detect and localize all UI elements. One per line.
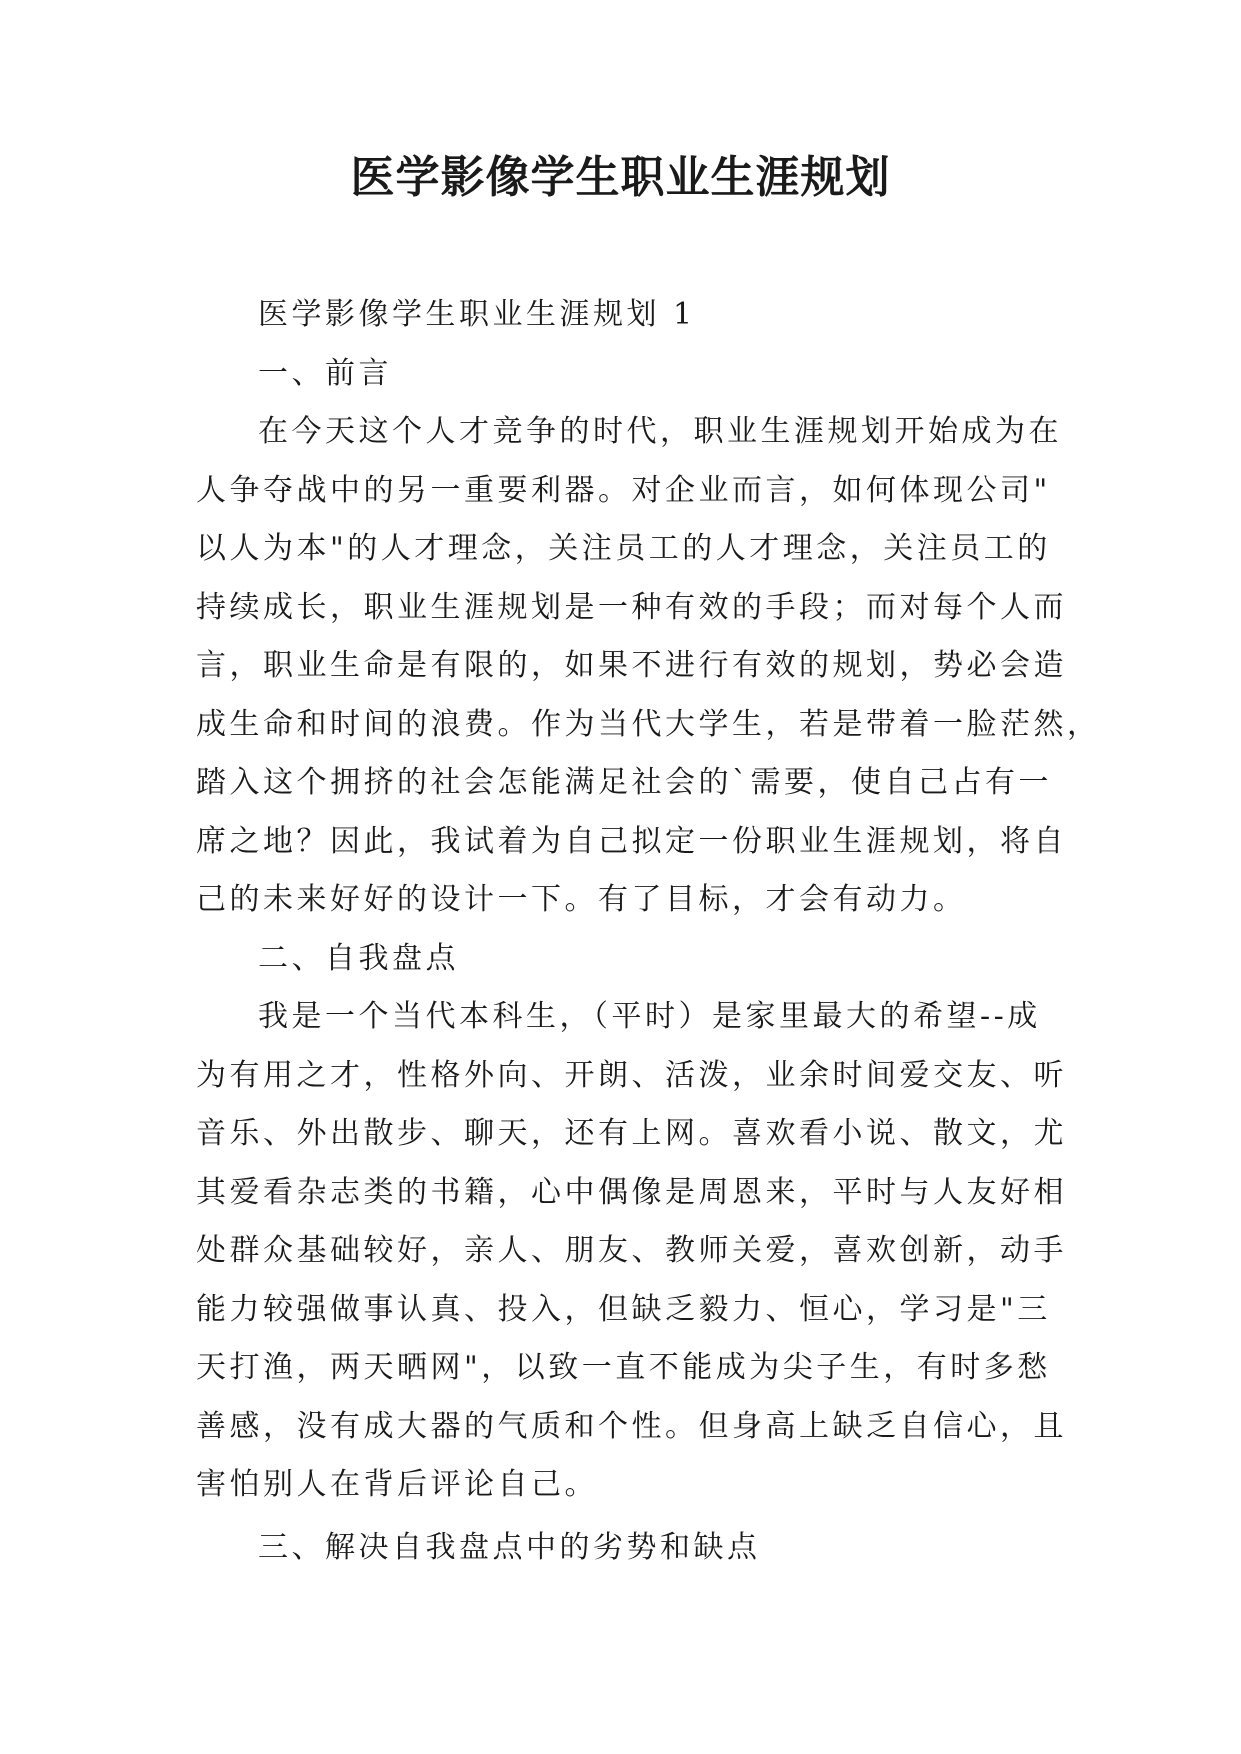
paragraph-line: 人争夺战中的另一重要利器。对企业而言，如何体现公司" [196, 472, 1051, 508]
section-heading-preface: 一、前言 [258, 355, 392, 391]
paragraph-line: 持续成长，职业生涯规划是一种有效的手段；而对每个人而 [196, 589, 1067, 625]
subtitle-line: 医学影像学生职业生涯规划 1 [258, 297, 696, 332]
paragraph-line: 席之地？因此，我试着为自己拟定一份职业生涯规划，将自 [196, 823, 1067, 859]
document-title: 医学影像学生职业生涯规划 [350, 152, 891, 203]
document-body [196, 286, 1101, 1577]
paragraph-line: 处群众基础较好，亲人、朋友、教师关爱，喜欢创新，动手 [196, 1233, 1067, 1268]
paragraph-line: 成生命和时间的浪费。作为当代大学生，若是带着一脸茫然， [196, 706, 1101, 742]
paragraph-line: 为有用之才，性格外向、开朗、活泼，业余时间爱交友、听 [196, 1057, 1067, 1093]
section-heading-self-assessment: 二、自我盘点 [258, 940, 459, 976]
paragraph-line: 害怕别人在背后评论自己。 [196, 1467, 598, 1502]
paragraph-line: 踏入这个拥挤的社会怎能满足社会的`需要，使自己占有一 [196, 765, 1052, 800]
paragraph-line: 己的未来好好的设计一下。有了目标，才会有动力。 [196, 882, 967, 917]
paragraph-line: 我是一个当代本科生，（平时）是家里最大的希望--成 [258, 999, 1041, 1034]
paragraph-line: 言，职业生命是有限的，如果不进行有效的规划，势必会造 [196, 648, 1067, 683]
paragraph-line: 其爱看杂志类的书籍，心中偶像是周恩来，平时与人友好相 [196, 1174, 1067, 1210]
section-heading-weaknesses: 三、解决自我盘点中的劣势和缺点 [258, 1529, 761, 1565]
paragraph-line: 在今天这个人才竞争的时代，职业生涯规划开始成为在 [258, 414, 1062, 449]
paragraph-line: 音乐、外出散步、聊天，还有上网。喜欢看小说、散文，尤 [196, 1116, 1067, 1151]
paragraph-line: 天打渔，两天晒网"，以致一直不能成为尖子生，有时多愁 [196, 1350, 1051, 1385]
paragraph-line: 以人为本"的人才理念，关注员工的人才理念，关注员工的 [196, 531, 1051, 566]
paragraph-line: 善感，没有成大器的气质和个性。但身高上缺乏自信心，且 [196, 1408, 1067, 1444]
paragraph-line: 能力较强做事认真、投入，但缺乏毅力、恒心，学习是"三 [196, 1291, 1051, 1327]
